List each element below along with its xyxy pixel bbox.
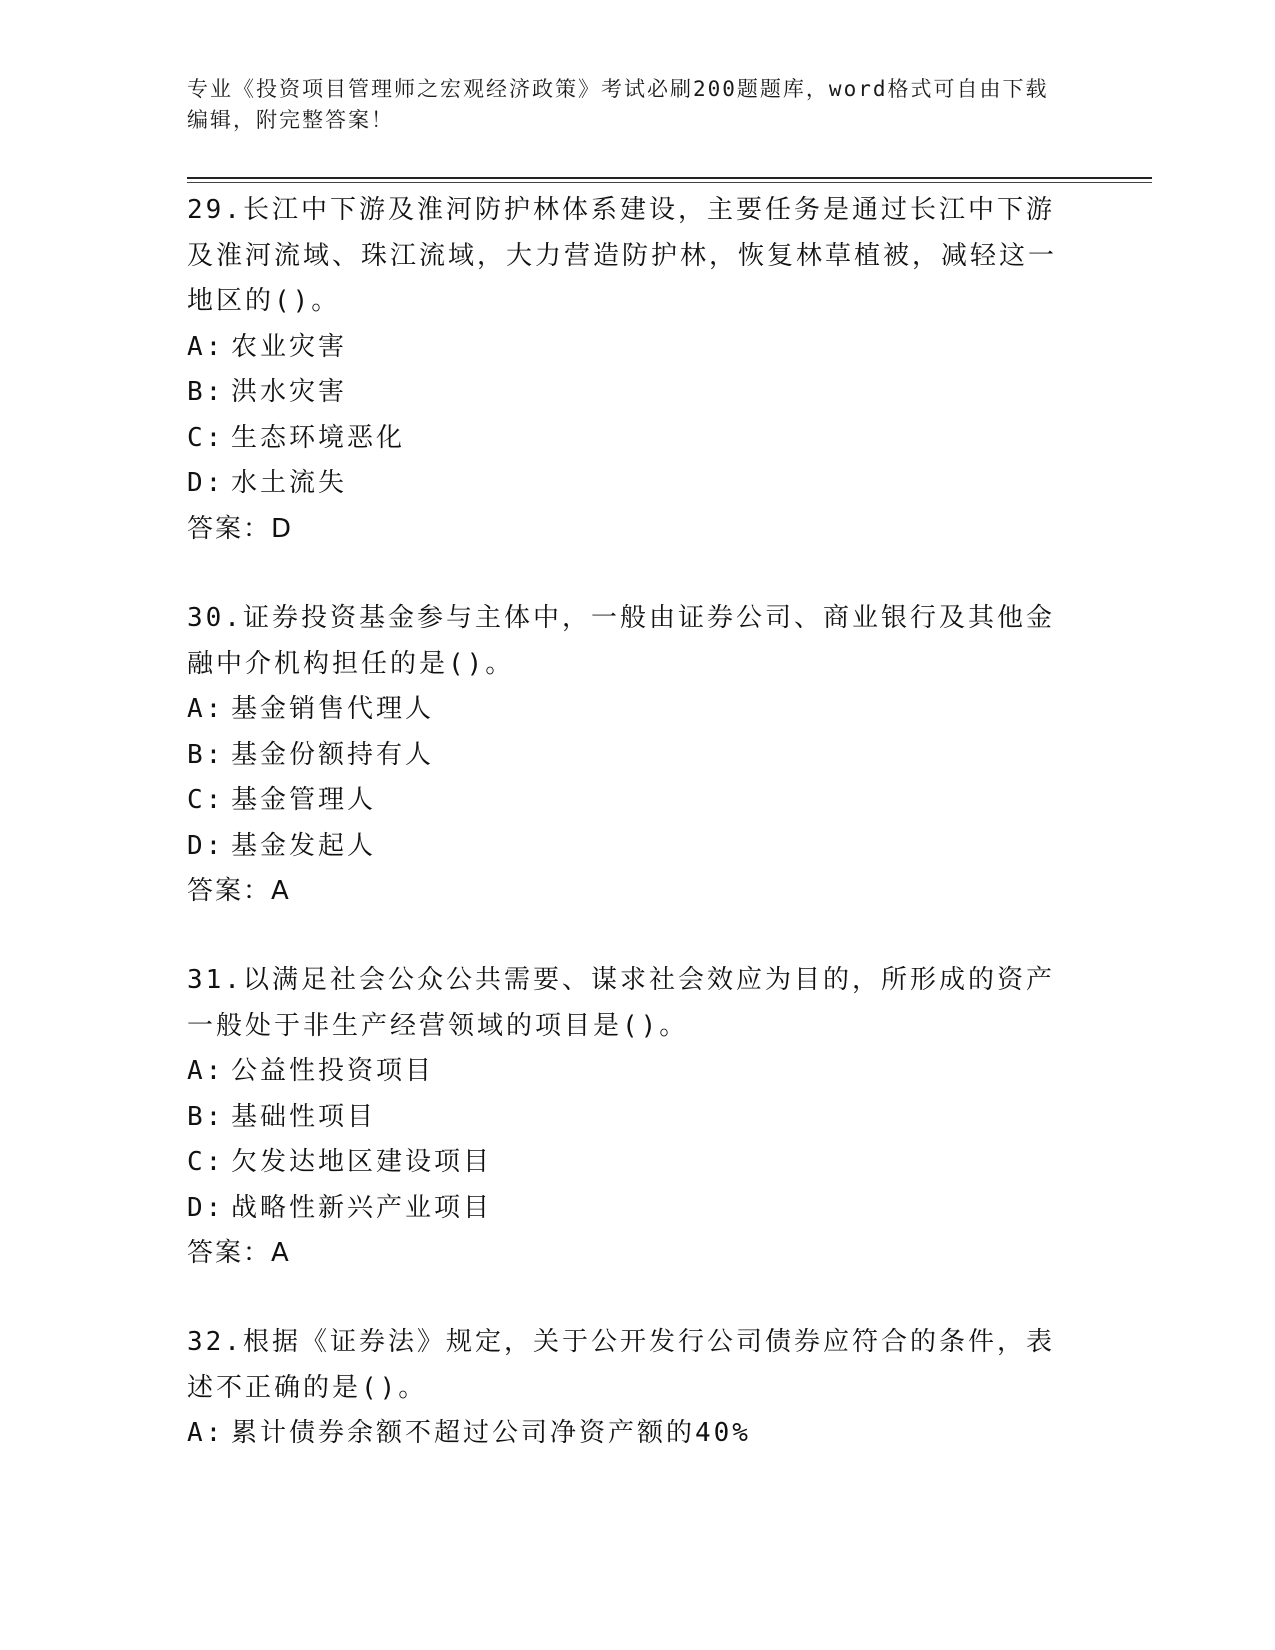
option-letter: C:	[187, 422, 225, 453]
option-d	[187, 461, 1067, 507]
option-letter: D:	[187, 830, 225, 861]
option-c	[187, 416, 1067, 462]
answer-label: 答案：A	[187, 876, 291, 906]
option-letter: A:	[187, 1418, 225, 1448]
option-text: 战略性新兴产业项目	[231, 1192, 493, 1223]
option-letter: C:	[187, 785, 225, 815]
option-text: 基础性项目	[231, 1101, 377, 1132]
option-text: 欠发达地区建设项目	[231, 1147, 493, 1177]
question-30	[187, 596, 1067, 915]
question-31	[187, 958, 1067, 1277]
option-text: 基金销售代理人	[231, 694, 435, 724]
header-divider-thick	[187, 177, 1152, 179]
option-a	[187, 325, 1067, 371]
document-intro: 专业《投资项目管理师之宏观经济政策》考试必刷200题题库，word格式可自由下载编辑，附完整答案！	[187, 77, 1049, 132]
option-b	[187, 1095, 1067, 1141]
option-letter: D:	[187, 468, 225, 498]
option-letter: B:	[187, 739, 225, 770]
answer-label: 答案：A	[187, 1238, 291, 1268]
option-text: 水土流失	[231, 468, 348, 498]
option-c	[187, 778, 1067, 824]
option-letter: D:	[187, 1192, 225, 1223]
option-b	[187, 733, 1067, 779]
option-text: 基金管理人	[231, 785, 377, 815]
option-letter: C:	[187, 1147, 225, 1177]
option-letter: A:	[187, 331, 225, 362]
option-text: 洪水灾害	[231, 377, 348, 407]
question-29	[187, 188, 1067, 552]
option-a	[187, 687, 1067, 733]
header-divider-thin	[187, 182, 1152, 183]
question-32	[187, 1320, 1067, 1457]
option-a	[187, 1411, 1067, 1457]
option-text: 公益性投资项目	[231, 1056, 435, 1086]
option-letter: A:	[187, 1056, 225, 1086]
question-stem: 32.根据《证券法》规定，关于公开发行公司债券应符合的条件，表述不正确的是()。	[187, 1327, 1055, 1403]
option-text: 农业灾害	[231, 331, 348, 362]
option-c	[187, 1140, 1067, 1186]
option-d	[187, 824, 1067, 870]
option-letter: B:	[187, 377, 225, 407]
option-text: 累计债券余额不超过公司净资产额的40%	[231, 1418, 751, 1448]
option-letter: A:	[187, 694, 225, 724]
question-stem: 30.证券投资基金参与主体中，一般由证券公司、商业银行及其他金融中介机构担任的是()。	[187, 603, 1055, 679]
option-a	[187, 1049, 1067, 1095]
option-b	[187, 370, 1067, 416]
option-letter: B:	[187, 1101, 225, 1132]
question-stem: 29.长江中下游及淮河防护林体系建设，主要任务是通过长江中下游及淮河流域、珠江流域，大力营造防护林，恢复林草植被，减轻这一地区的()。	[187, 195, 1058, 316]
option-text: 基金份额持有人	[231, 739, 435, 770]
question-stem: 31.以满足社会公众公共需要、谋求社会效应为目的，所形成的资产一般处于非生产经营领域的项目是()。	[187, 965, 1055, 1041]
option-text: 基金发起人	[231, 830, 377, 861]
option-text: 生态环境恶化	[231, 422, 406, 453]
option-d	[187, 1186, 1067, 1232]
answer-label: 答案：D	[187, 513, 294, 544]
